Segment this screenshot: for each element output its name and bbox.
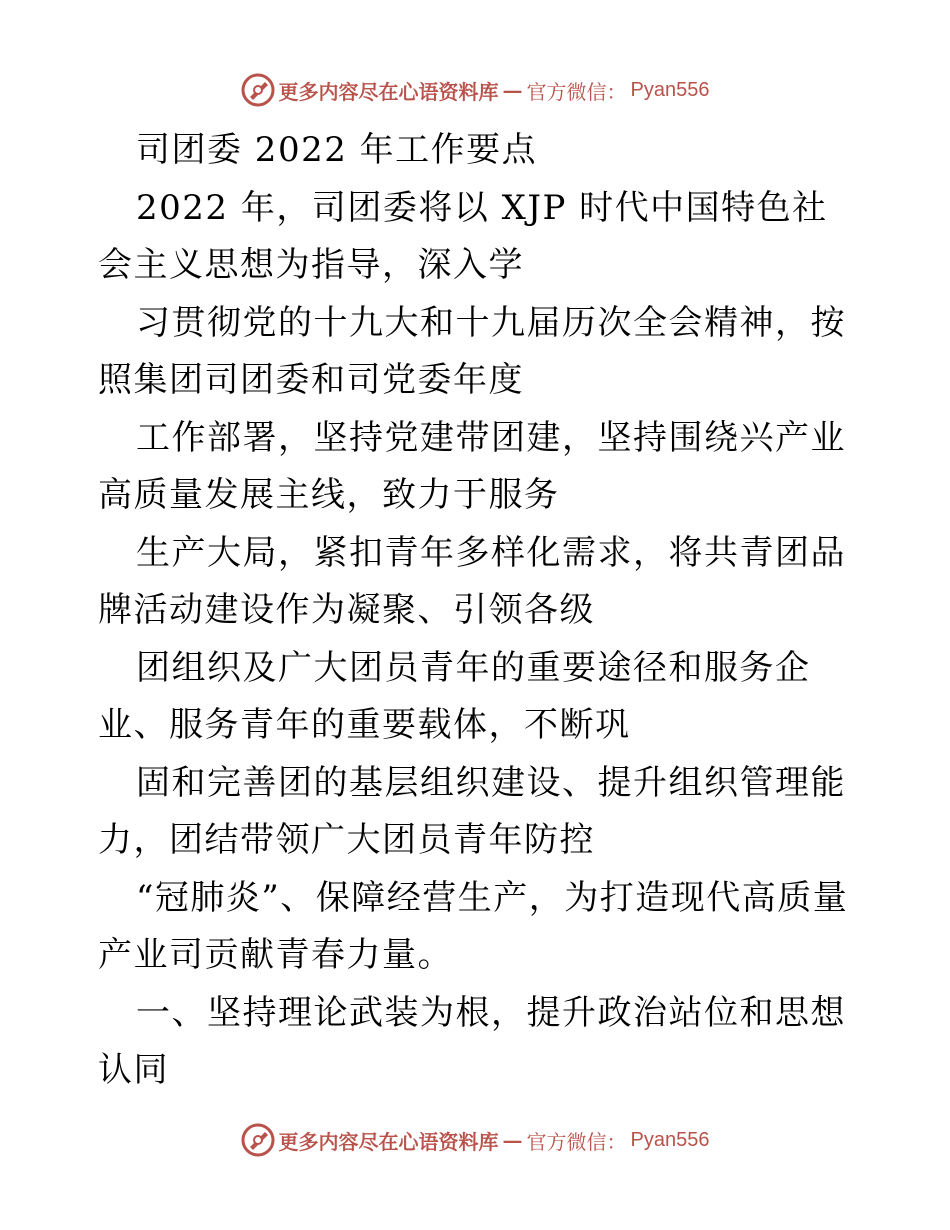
paragraph-intro-5: 团组织及广大团员青年的重要途径和服务企业、服务青年的重要载体，不断巩 [98, 647, 811, 745]
library-logo-icon [241, 1123, 275, 1157]
document-title: 司团委 2022 年工作要点 [136, 130, 538, 170]
header-watermark-content [241, 73, 710, 107]
paragraph-intro-1: 2022 年，司团委将以 XJP 时代中国特色社会主义思想为指导，深入学 [98, 187, 828, 285]
footer-watermark-content [241, 1123, 710, 1157]
document-body [98, 122, 858, 1100]
paragraph-intro-3: 工作部署，坚持党建带团建，坚持围绕兴产业高质量发展主线，致力于服务 [98, 417, 846, 515]
header-watermark-banner [0, 70, 950, 110]
footer-wechat-label: 官方微信： [526, 1129, 627, 1154]
paragraph-intro-4: 生产大局，紧扣青年多样化需求，将共青团品牌活动建设作为凝聚、引领各级 [98, 532, 846, 630]
section-heading-1: 一、坚持理论武装为根，提升政治站位和思想认同 [98, 992, 846, 1090]
paragraph-intro-7: “冠肺炎”、保障经营生产，为打造现代高质量产业司贡献青春力量。 [98, 877, 849, 975]
header-watermark-dash: — [502, 78, 523, 102]
footer-watermark-banner [0, 1120, 950, 1160]
header-wechat-label: 官方微信： [526, 79, 627, 104]
library-logo-icon [241, 73, 275, 107]
header-wechat-id: Pyan556 [630, 78, 710, 101]
paragraph-intro-2: 习贯彻党的十九大和十九届历次全会精神，按照集团司团委和司党委年度 [98, 302, 846, 400]
header-watermark-text: 更多内容尽在心语资料库 [278, 79, 499, 104]
paragraph-intro-6: 固和完善团的基层组织建设、提升组织管理能力，团结带领广大团员青年防控 [98, 762, 846, 860]
footer-watermark-dash: — [502, 1128, 523, 1152]
footer-watermark-text: 更多内容尽在心语资料库 [278, 1129, 499, 1154]
footer-wechat-id: Pyan556 [630, 1128, 710, 1151]
